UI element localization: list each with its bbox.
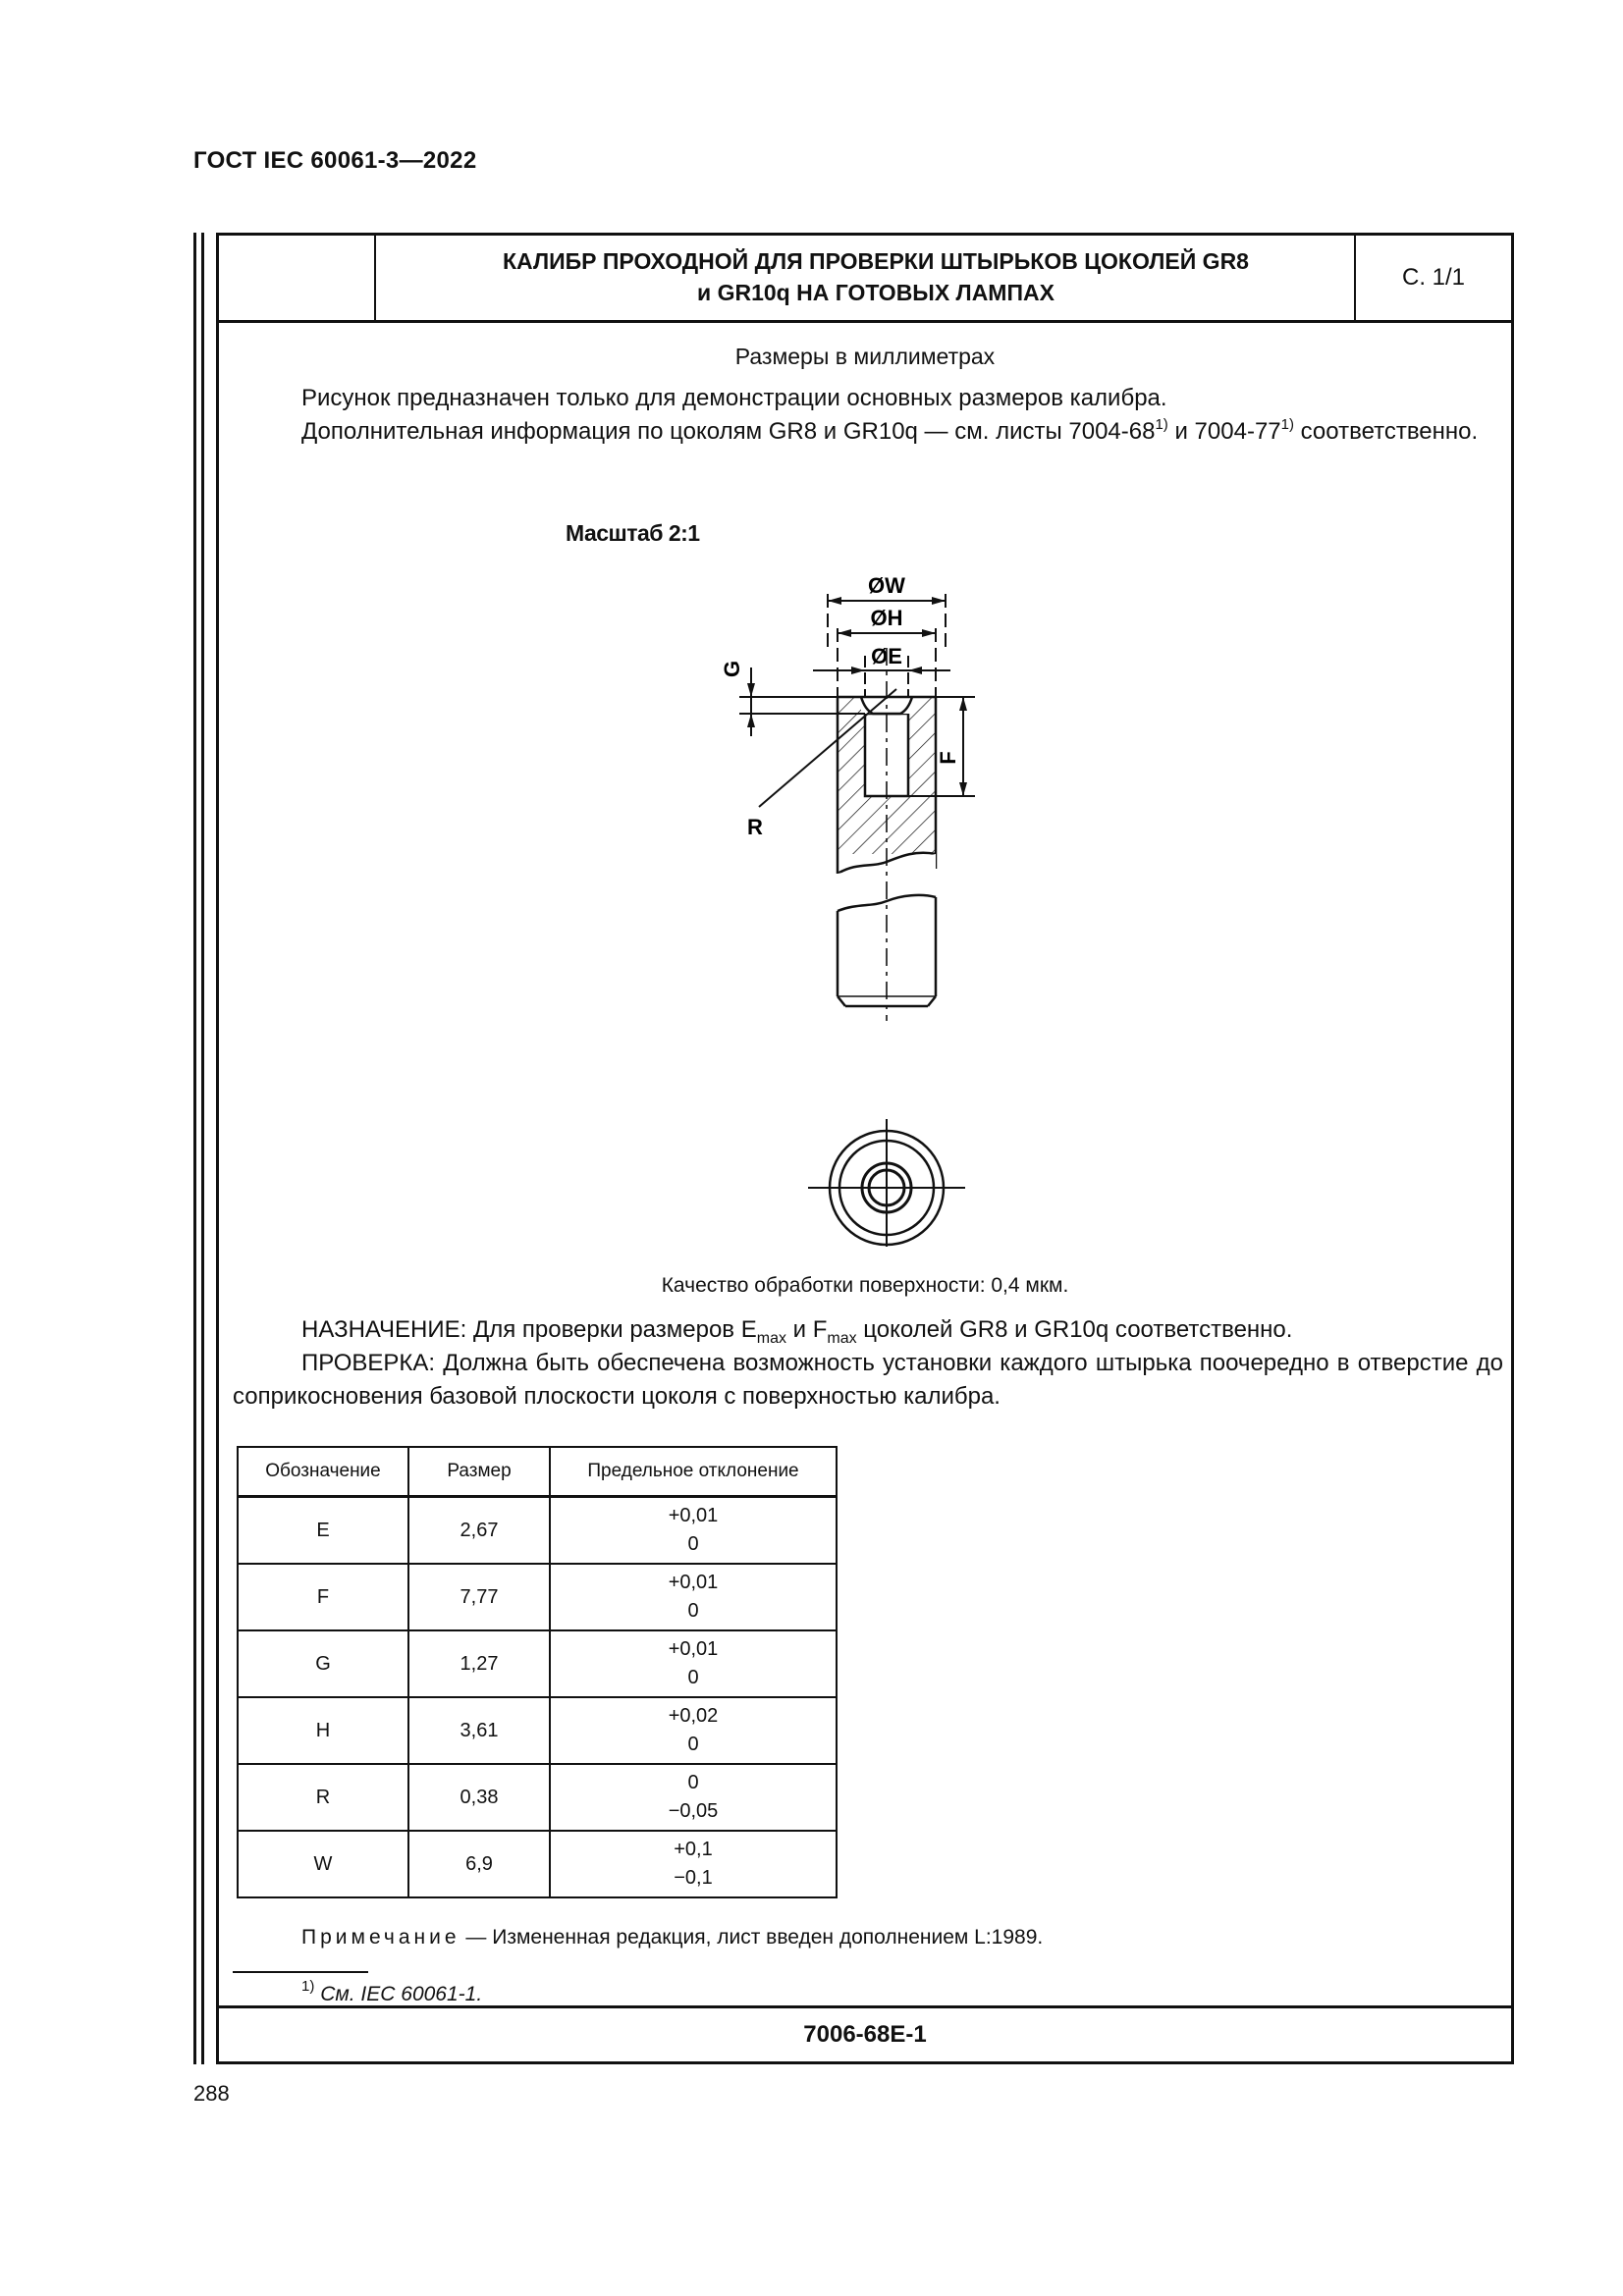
page-number: 288 — [193, 2081, 230, 2106]
check-text: ПРОВЕРКА: Должна быть обеспечена возможность установки каждого штырька поочередно в отверстие до соприкосновения базовой плоскости цоколя с поверхностью калибра. — [233, 1350, 1503, 1410]
col-tolerance: Предельное отклонение — [550, 1447, 837, 1497]
title-row — [219, 236, 1511, 323]
table-row: E 2,67 +0,01 0 — [238, 1497, 837, 1565]
tolerance-table — [237, 1446, 838, 1898]
sheet-title-line1: КАЛИБР ПРОХОДНОЙ ДЛЯ ПРОВЕРКИ ШТЫРЬКОВ ЦОКОЛЕЙ GR8 — [503, 248, 1249, 274]
footnote-ref: 1) — [1155, 416, 1168, 433]
footnote-ref: 1) — [1280, 416, 1294, 433]
margin-rule-outer — [193, 233, 196, 2064]
dim-w-label: ØW — [868, 573, 905, 598]
note-text: — Измененная редакция, лист введен дополнением L:1989. — [460, 1926, 1044, 1949]
sheet-number: 7006-68E-1 — [219, 2005, 1511, 2061]
table-row: G 1,27 +0,01 0 — [238, 1630, 837, 1697]
gauge-end-view — [808, 1119, 965, 1247]
sheet-frame — [216, 233, 1514, 2064]
page-ref-cell: С. 1/1 — [1354, 236, 1511, 320]
sheet-title-line2: и GR10q НА ГОТОВЫХ ЛАМПАХ — [697, 280, 1055, 305]
table-row: W 6,9 +0,1 −0,1 — [238, 1831, 837, 1897]
margin-rule-inner — [201, 233, 204, 2064]
intro-line2-b: и 7004-77 — [1167, 418, 1281, 445]
purpose-paragraph: НАЗНАЧЕНИЕ: Для проверки размеров $E_{max}$ и $F_{max}$ цоколей GR8 и GR10q соответственно. ПРОВЕРКА: Должна быть обеспечена возможность установки каждого штырька поочередно в отверстие до соприкосновения базовой плоскости цоколя с поверхностью калибра. — [233, 1316, 1503, 1410]
footnote: $^{1)}$ См. IEC 60061-1. — [301, 1978, 483, 2005]
scale-label: Масштаб 2:1 — [566, 520, 700, 546]
dimensions-note: Размеры в миллиметрах — [734, 344, 996, 369]
purpose-a: НАЗНАЧЕНИЕ: Для проверки размеров E — [301, 1316, 757, 1343]
intro-line1: Рисунок предназначен только для демонстрации основных размеров калибра. — [301, 385, 1167, 411]
footnote-rule — [233, 1971, 368, 1973]
intro-paragraph — [233, 382, 1503, 449]
table-row: F 7,77 +0,01 0 — [238, 1564, 837, 1630]
dim-r-label: R — [747, 815, 763, 839]
col-size: Размер — [408, 1447, 550, 1497]
dim-f-label: F — [936, 751, 960, 765]
title-left-cell — [219, 236, 376, 320]
gauge-drawing — [720, 501, 975, 1247]
dim-g-label: G — [720, 660, 744, 677]
table-row: R 0,38 0 −0,05 — [238, 1764, 837, 1831]
dim-e-label: ØE — [871, 644, 902, 668]
col-designation: Обозначение — [238, 1447, 408, 1497]
dim-h-label: ØH — [870, 606, 903, 630]
table-header-row — [238, 1447, 837, 1497]
intro-line2-c: соответственно. — [1293, 418, 1479, 445]
intro-line2-a: Дополнительная информация по цоколям GR8 и GR10q — см. листы 7004-68 — [301, 418, 1156, 445]
sheet-title — [376, 245, 1376, 308]
note-label: Примечание — [301, 1926, 460, 1949]
doc-header: ГОСТ IEC 60061-3—2022 — [193, 147, 477, 174]
table-row: H 3,61 +0,02 0 — [238, 1697, 837, 1764]
surface-note: Качество обработки поверхности: 0,4 мкм. — [661, 1274, 1069, 1297]
note — [301, 1926, 1043, 1949]
